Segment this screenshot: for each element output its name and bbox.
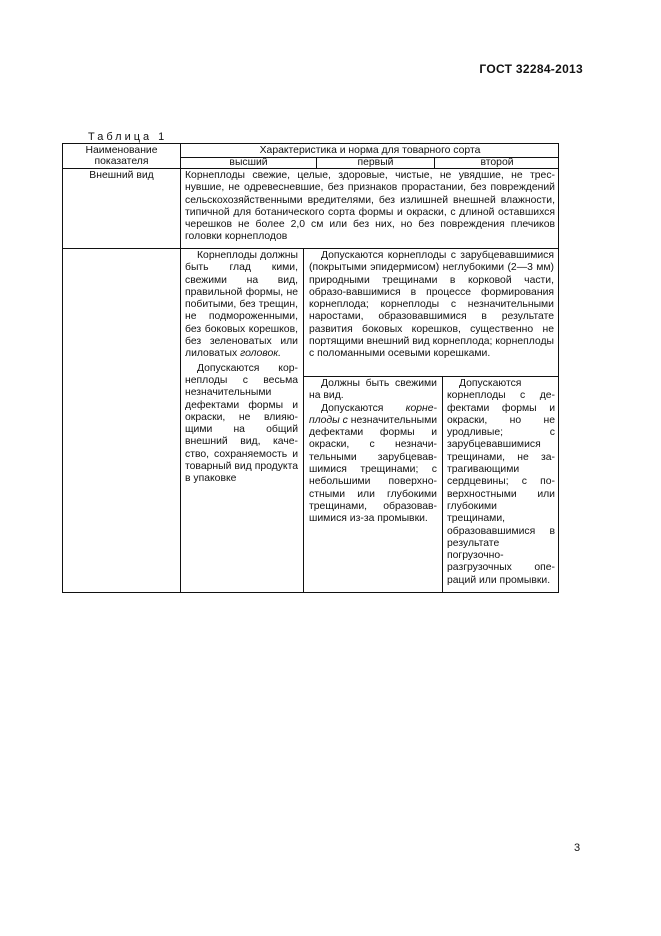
first-second-common-cell: Допускаются корнеплоды с зарубцевавшимися (покрытыми эпидермисом) неглубокими (2—3 мм) природными трещинами в корковой части, образо-вавшимися в процессе формирования корнеплода; корнеплоды с незначительными наростами, образовавшимися в результате развития боковых корешков, существенно не портящими внешний вид корнеплода; корнеплоды с поломанными осевыми корешками. — [309, 250, 554, 360]
column-divider — [303, 248, 304, 593]
first-grade-text-2-italic: корнеплоды с — [309, 402, 437, 426]
column-header-second-grade: второй — [480, 157, 514, 168]
first-grade-text-1: Должны быть свежими на вид. — [309, 378, 437, 402]
column-header-indicator: Наименование показателя — [85, 145, 158, 167]
row-divider — [63, 168, 559, 169]
highest-grade-cell — [185, 250, 298, 486]
table-caption: Таблица 1 — [88, 131, 168, 143]
column-divider — [442, 376, 443, 593]
column-header-highest-grade: высший — [229, 157, 268, 168]
first-grade-text-2-b: незначительными дефектами формы и окраски, с незначительными зарубцевавшимися трещинами; с небольшими поверхностными или глубокими трещинами, образовавшимися из-за промывки. — [309, 414, 438, 525]
row-divider — [303, 376, 559, 377]
column-divider — [180, 144, 181, 593]
page-number: 3 — [574, 842, 581, 854]
highest-grade-text-1-italic: головок. — [240, 348, 282, 360]
document-code: ГОСТ 32284-2013 — [479, 62, 583, 76]
row-divider — [63, 248, 559, 249]
highest-grade-text-1: Корнеплоды должны быть глад кими, свежими на вид, правильной формы, не побитыми, без трещин, не подмороженными, без боковых корешков, без зеленоватых или лиловатых — [185, 250, 298, 360]
highest-grade-text-2: Допускаются корнеплоды с весьма незначительными дефектами формы и окраски, не влияющими на общий внешний вид, качество, сохраняемость и товарный вид продукта в упаковке — [185, 362, 298, 485]
column-header-grade-group: Характеристика и норма для товарного сорта — [259, 145, 481, 156]
characteristics-table — [62, 143, 559, 593]
second-grade-cell: Допускаются корнеплоды с дефектами формы и окраски, но не уродливые; с зарубцевавшимися трещинами, не затрагивающими сердцевины; с поверхностными или глубокими трещинами, образовавшимися в результате погрузочно-разгрузочных операций или промывки. — [447, 378, 555, 586]
first-grade-cell — [309, 378, 437, 526]
row-name-appearance: Внешний вид — [89, 170, 154, 181]
general-requirements-cell: Корнеплоды свежие, целые, здоровые, чистые, не увядшие, не треснувшие, не одревесневшие, без признаков прорастании, без повреждений сельскохозяйственными вредителями, без излишней внешней влажности, типичной для ботанического сорта формы и окраски, с длиной оставшихся черешков не более 2,0 см или без них, но без повреждения плечиков головки корнеплодов — [185, 170, 555, 243]
column-header-first-grade: первый — [357, 157, 394, 168]
first-grade-text-2-a: Допускаются — [321, 402, 384, 414]
